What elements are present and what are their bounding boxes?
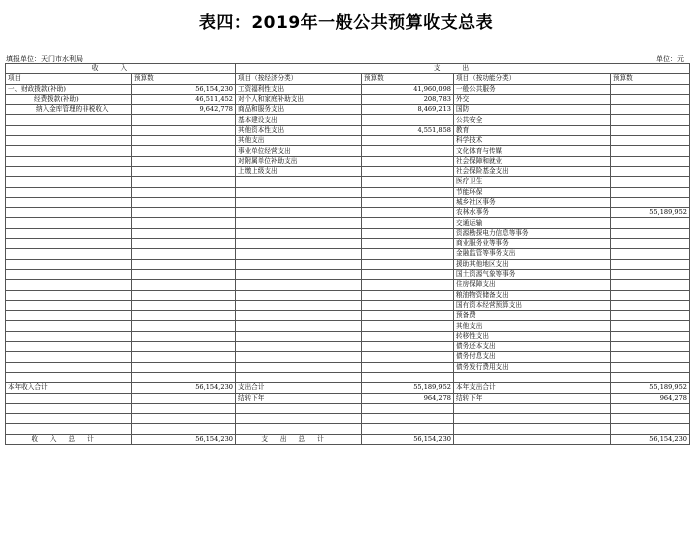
item-cell: 支出总计 [236,434,362,444]
item-cell: 对附属单位补助支出 [236,156,362,166]
amount-cell: 208,783 [362,94,454,104]
amount-cell: 56,154,230 [132,383,236,393]
item-cell [6,249,132,259]
amount-cell [132,331,236,341]
amount-cell [132,125,236,135]
col-header: 预算数 [611,74,690,84]
amount-cell [132,177,236,187]
item-cell [6,414,132,424]
item-cell [6,403,132,413]
item-cell: 其他支出 [236,136,362,146]
amount-cell [362,352,454,362]
amount-cell: 4,551,858 [362,125,454,135]
amount-cell [611,156,690,166]
item-cell: 国土资源气象等事务 [454,269,611,279]
amount-cell [132,393,236,403]
table-row [6,352,690,362]
item-cell [6,280,132,290]
item-cell [6,115,132,125]
amount-cell [611,239,690,249]
item-cell [236,321,362,331]
amount-cell [611,424,690,434]
table-row [6,146,690,156]
amount-cell [132,218,236,228]
item-cell: 转移性支出 [454,331,611,341]
amount-cell [132,403,236,413]
col-header: 项目（按经济分类） [236,74,362,84]
amount-cell: 46,511,452 [132,94,236,104]
amount-cell [611,259,690,269]
item-cell [236,290,362,300]
amount-cell [132,187,236,197]
item-cell: 基本建设支出 [236,115,362,125]
item-cell [236,197,362,207]
item-cell: 社会保险基金支出 [454,166,611,176]
item-cell [236,424,362,434]
amount-cell: 55,189,952 [362,383,454,393]
amount-cell [611,342,690,352]
amount-cell [132,249,236,259]
amount-cell [132,424,236,434]
amount-cell [132,362,236,372]
table-row [6,383,690,393]
amount-cell [362,331,454,341]
col-header: 项目 [6,74,132,84]
amount-cell [132,372,236,382]
item-cell [236,187,362,197]
item-cell [6,187,132,197]
table-row [6,177,690,187]
item-cell [454,434,611,444]
item-cell [236,269,362,279]
item-cell: 节能环保 [454,187,611,197]
amount-cell [362,218,454,228]
table-row [6,280,690,290]
item-cell: 文化体育与传媒 [454,146,611,156]
item-cell: 债务付息支出 [454,352,611,362]
amount-cell: 56,154,230 [132,84,236,94]
table-row [6,259,690,269]
table-row [6,434,690,444]
item-cell [6,228,132,238]
amount-cell: 56,154,230 [362,434,454,444]
table-row [6,249,690,259]
amount-cell [611,352,690,362]
amount-cell [362,342,454,352]
item-cell: 资源勘探电力信息等事务 [454,228,611,238]
item-cell [6,197,132,207]
item-cell: 其他支出 [454,321,611,331]
item-cell: 纳入金库管理的非税收入 [6,105,132,115]
table-row [6,208,690,218]
amount-cell [362,239,454,249]
amount-cell [611,269,690,279]
amount-cell [611,311,690,321]
table-row [6,331,690,341]
amount-cell [132,156,236,166]
item-cell: 金融监管等事务支出 [454,249,611,259]
amount-cell [132,197,236,207]
amount-cell [611,218,690,228]
amount-cell [362,187,454,197]
amount-cell [362,280,454,290]
table-row [6,372,690,382]
amount-cell [362,156,454,166]
amount-cell: 56,154,230 [132,434,236,444]
amount-cell [362,362,454,372]
amount-cell [611,321,690,331]
col-header: 预算数 [132,74,236,84]
item-cell [454,414,611,424]
item-cell [236,352,362,362]
item-cell [6,208,132,218]
item-cell: 援助其他地区支出 [454,259,611,269]
table-row [6,115,690,125]
amount-cell [362,424,454,434]
budget-table [5,63,690,445]
item-cell: 预备费 [454,311,611,321]
item-cell: 事业单位经营支出 [236,146,362,156]
item-cell: 商品和服务支出 [236,105,362,115]
item-cell [6,269,132,279]
item-cell [6,331,132,341]
amount-cell [611,403,690,413]
item-cell [236,342,362,352]
item-cell [236,259,362,269]
item-cell [6,352,132,362]
item-cell: 粮油物资储备支出 [454,290,611,300]
amount-cell [132,280,236,290]
amount-cell [611,94,690,104]
item-cell: 对个人和家庭补助支出 [236,94,362,104]
col-header: 项目（按功能分类） [454,74,611,84]
amount-cell [132,290,236,300]
item-cell [236,280,362,290]
amount-cell [362,228,454,238]
amount-cell [362,166,454,176]
amount-cell [132,414,236,424]
amount-cell [362,177,454,187]
amount-cell [362,311,454,321]
amount-cell [132,136,236,146]
item-cell: 农林水事务 [454,208,611,218]
item-cell [236,208,362,218]
amount-cell [362,372,454,382]
amount-cell [132,259,236,269]
amount-cell [611,177,690,187]
table-row [6,228,690,238]
amount-cell [611,84,690,94]
item-cell [236,228,362,238]
item-cell [6,239,132,249]
item-cell: 结转下年 [454,393,611,403]
amount-cell [611,105,690,115]
item-cell [236,414,362,424]
table-row [6,105,690,115]
amount-cell [611,166,690,176]
table-row [6,403,690,413]
income-group-header: 收入 [6,64,236,74]
amount-cell [132,311,236,321]
item-cell [6,424,132,434]
amount-cell [132,228,236,238]
item-cell [236,403,362,413]
amount-cell: 56,154,230 [611,434,690,444]
item-cell: 本年收入合计 [6,383,132,393]
table-row [6,424,690,434]
amount-cell: 8,469,213 [362,105,454,115]
item-cell: 公共安全 [454,115,611,125]
amount-cell [611,372,690,382]
amount-cell: 41,960,098 [362,84,454,94]
amount-cell [611,115,690,125]
item-cell [6,342,132,352]
amount-cell [132,342,236,352]
item-cell [454,403,611,413]
amount-cell [611,249,690,259]
amount-cell [132,300,236,310]
item-cell [6,372,132,382]
amount-cell [611,146,690,156]
amount-cell: 55,189,952 [611,383,690,393]
page-title: 表四：2019年一般公共预算收支总表 [198,13,494,33]
amount-cell: 964,278 [611,393,690,403]
amount-cell [362,115,454,125]
item-cell [236,249,362,259]
table-row [6,156,690,166]
item-cell: 住房保障支出 [454,280,611,290]
item-cell: 一般公共服务 [454,84,611,94]
item-cell [236,239,362,249]
item-cell [6,300,132,310]
table-row [6,125,690,135]
table-row [6,239,690,249]
table-row [6,166,690,176]
amount-cell [611,187,690,197]
item-cell [6,136,132,146]
item-cell [6,177,132,187]
item-cell [6,156,132,166]
item-cell [454,424,611,434]
amount-cell [362,146,454,156]
amount-cell [362,208,454,218]
item-cell [6,290,132,300]
item-cell: 国有资本经营预算支出 [454,300,611,310]
item-cell: 工资福利性支出 [236,84,362,94]
table-row [6,218,690,228]
table-row [6,342,690,352]
table-row [6,94,690,104]
amount-cell [132,269,236,279]
item-cell [236,311,362,321]
item-cell: 结转下年 [236,393,362,403]
amount-cell [611,280,690,290]
amount-cell [132,146,236,156]
table-row [6,300,690,310]
amount-cell: 55,189,952 [611,208,690,218]
item-cell [6,146,132,156]
item-cell: 收入总计 [6,434,132,444]
item-cell: 教育 [454,125,611,135]
item-cell [236,331,362,341]
group-header-row [6,64,690,74]
col-header: 预算数 [362,74,454,84]
item-cell: 一、财政拨款(补助) [6,84,132,94]
item-cell [236,218,362,228]
table-row [6,414,690,424]
amount-cell [362,290,454,300]
item-cell: 债务还本支出 [454,342,611,352]
item-cell [236,372,362,382]
item-cell: 商业服务业等事务 [454,239,611,249]
item-cell [6,218,132,228]
item-cell [6,259,132,269]
item-cell: 其他资本性支出 [236,125,362,135]
table-row [6,362,690,372]
item-cell: 交通运输 [454,218,611,228]
amount-cell [611,290,690,300]
amount-cell [362,249,454,259]
item-cell: 上缴上级支出 [236,166,362,176]
item-cell: 债务发行费用支出 [454,362,611,372]
table-row [6,197,690,207]
item-cell [6,166,132,176]
item-cell [6,393,132,403]
item-cell: 外交 [454,94,611,104]
table-row [6,269,690,279]
expense-group-header: 支出 [236,64,690,74]
item-cell [6,125,132,135]
amount-cell [611,228,690,238]
item-cell: 支出合计 [236,383,362,393]
reporting-unit: 填报单位：天门市水利局 [6,55,83,63]
table-row [6,187,690,197]
item-cell [6,362,132,372]
amount-cell [611,197,690,207]
table-row [6,84,690,94]
item-cell: 本年支出合计 [454,383,611,393]
table-row [6,290,690,300]
amount-cell [362,403,454,413]
table-row [6,321,690,331]
amount-cell [362,300,454,310]
amount-cell [611,125,690,135]
amount-cell [132,239,236,249]
amount-cell [362,259,454,269]
item-cell: 城乡社区事务 [454,197,611,207]
amount-cell [132,208,236,218]
amount-cell [132,115,236,125]
item-cell [6,311,132,321]
item-cell: 科学技术 [454,136,611,146]
amount-cell: 964,278 [362,393,454,403]
amount-cell [611,362,690,372]
amount-cell: 9,642,778 [132,105,236,115]
amount-cell [611,331,690,341]
item-cell [236,300,362,310]
item-cell [236,177,362,187]
amount-cell [611,136,690,146]
amount-cell [132,321,236,331]
item-cell [454,372,611,382]
item-cell: 医疗卫生 [454,177,611,187]
amount-cell [362,197,454,207]
table-row [6,393,690,403]
item-cell: 社会保障和就业 [454,156,611,166]
item-cell [6,321,132,331]
currency-unit: 单位：元 [656,55,684,63]
item-cell: 国防 [454,105,611,115]
amount-cell [362,269,454,279]
amount-cell [362,136,454,146]
amount-cell [362,321,454,331]
item-cell [236,362,362,372]
amount-cell [362,414,454,424]
column-header-row [6,74,690,84]
amount-cell [132,352,236,362]
amount-cell [611,300,690,310]
table-row [6,136,690,146]
amount-cell [132,166,236,176]
table-row [6,311,690,321]
amount-cell [611,414,690,424]
item-cell: 经费拨款(补助) [6,94,132,104]
